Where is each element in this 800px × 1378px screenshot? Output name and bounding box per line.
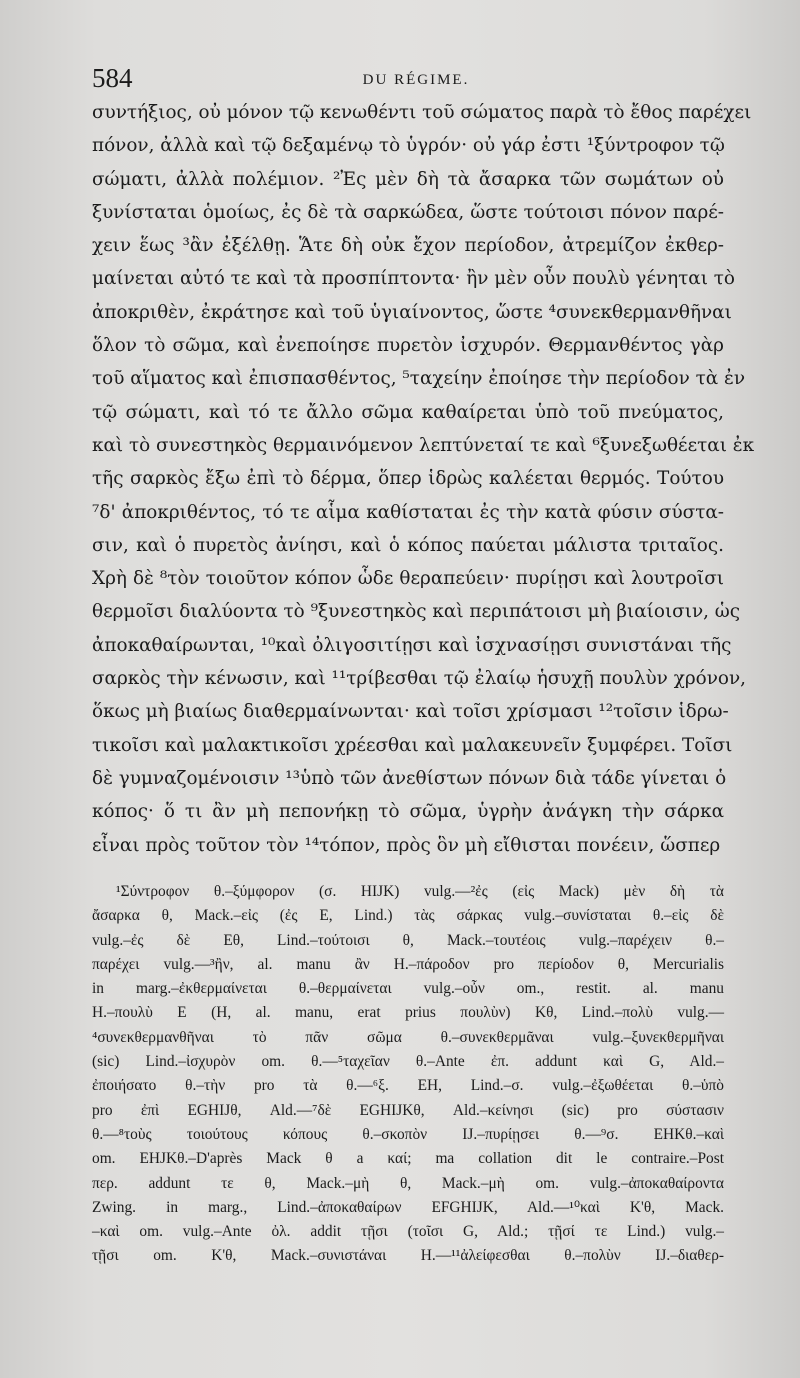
text-line: ἀποκαθαίρωνται, ¹⁰καὶ ὀλιγοσιτίῃσι καὶ ἰσχνασίῃσι συνιστάναι τῆς <box>92 634 732 656</box>
text-line: σαρκὸς τὴν κένωσιν, καὶ ¹¹τρίβεσθαι τῷ ἐλαίῳ ἡσυχῇ πουλὺν χρόνον, <box>92 668 746 690</box>
text-line: τικοῖσι καὶ μαλακτικοῖσι χρέεσθαι καὶ μαλακευνεῖν ξυμφέρει. Τοῖσι <box>92 734 733 756</box>
footnote-line: ἄσαρκα θ, Mack.–εἰς (ἐς E, Lind.) τὰς σάρκας vulg.–συνίσταται θ.–εἰς δὲ <box>92 907 724 925</box>
text-line: τοῦ αἵματος καὶ ἐπισπασθέντος, ⁵ταχείην ἐποίησε τὴν περίοδον τὰ ἐν <box>92 368 746 390</box>
page-header <box>92 62 740 96</box>
footnote-line: περ. addunt τε θ, Mack.–μὴ θ, Mack.–μὴ om. vulg.–ἀποκαθαίροντα <box>92 1174 724 1192</box>
text-line: εἶναι πρὸς τοῦτον τὸν ¹⁴τόπον, πρὸς ὃν μὴ εἴθισται πονέειν, ὥσπερ <box>92 834 721 856</box>
footnote-line: ἐποιήσατο θ.–τὴν pro τὰ θ.—⁶ξ. EH, Lind.–σ. vulg.–ἐξωθέεται θ.–ὑπὸ <box>92 1077 724 1095</box>
text-line: ⁷δ' ἀποκριθέντος, τό τε αἷμα καθίσταται ἐς τὴν κατὰ φύσιν σύστα- <box>92 501 724 523</box>
footnote-line: –καὶ om. vulg.–Ante ὀλ. addit τῇσι (τοῖσι G, Ald.; τῇσί τε Lind.) vulg.– <box>92 1223 724 1241</box>
text-line: Χρὴ δὲ ⁸τὸν τοιοῦτον κόπον ὧδε θεραπεύειν· πυρίῃσι καὶ λουτροῖσι <box>92 568 724 590</box>
text-line: τῆς σαρκὸς ἔξω ἐπὶ τὸ δέρμα, ὅπερ ἱδρὼς καλέεται θερμός. Τούτου <box>92 468 724 490</box>
text-line: σιν, καὶ ὁ πυρετὸς ἀνίησι, καὶ ὁ κόπος παύεται μάλιστα τριταῖος. <box>92 534 724 556</box>
footnotes <box>92 880 724 1269</box>
footnote-line: ¹Σύντροφον θ.–ξύμφορον (σ. HIJK) vulg.—²ἐς (εἰς Mack) μὲν δὴ τὰ <box>116 883 724 900</box>
footnote-line: παρέχει vulg.—³ἢν, al. manu ἂν H.–πάροδον pro περίοδον θ, Mercurialis <box>92 955 724 973</box>
page-number: 584 <box>92 63 133 93</box>
text-line: συντήξιος, οὐ μόνον τῷ κενωθέντι τοῦ σώματος παρὰ τὸ ἔθος παρέχει <box>92 102 752 123</box>
footnote-line: pro ἐπὶ EGHIJθ, Ald.—⁷δὲ EGHIJKθ, Ald.–κείνησι (sic) pro σύστασιν <box>92 1101 724 1119</box>
text-line: δὲ γυμναζομένοισιν ¹³ὑπὸ τῶν ἀνεθίστων πόνων διὰ τάδε γίνεται ὁ <box>92 767 727 789</box>
text-line: ὅκως μὴ βιαίως διαθερμαίνωνται· καὶ τοῖσι χρίσμασι ¹²τοῖσιν ἱδρω- <box>92 701 729 723</box>
main-greek-text <box>92 96 755 862</box>
footnote-line: θ.—⁸τοὺς τοιούτους κόπους θ.–σκοπὸν IJ.–πυρίῃσει θ.—⁹σ. EHKθ.–καὶ <box>92 1125 724 1143</box>
footnote-line: in marg.–ἐκθερμαίνεται θ.–θερμαίνεται vulg.–οὖν om., restit. al. manu <box>92 980 724 998</box>
text-line: κόπος· ὅ τι ἂν μὴ πεπονήκῃ τὸ σῶμα, ὑγρὴν ἀνάγκη τὴν σάρκα <box>92 801 724 823</box>
footnote-line: ⁴συνεκθερμανθῆναι τὸ πᾶν σῶμα θ.–συνεκθερμᾶναι vulg.–ξυνεκθερμῆναι <box>92 1028 724 1046</box>
text-line: θερμοῖσι διαλύοντα τὸ ⁹ξυνεστηκὸς καὶ περιπάτοισι μὴ βιαίοισιν, ὡς <box>92 601 741 623</box>
text-line: χειν ἕως ³ἂν ἐξέλθῃ. Ἅτε δὴ οὐκ ἔχον περίοδον, ἀτρεμίζον ἐκθερ- <box>92 235 724 257</box>
text-line: πόνον, ἀλλὰ καὶ τῷ δεξαμένῳ τὸ ὑγρόν· οὐ γάρ ἐστι ¹ξύντροφον τῷ <box>92 135 725 157</box>
running-head: DU RÉGIME. <box>362 72 470 88</box>
text-line: μαίνεται αὐτό τε καὶ τὰ προσπίπτοντα· ἢν μὲν οὖν πουλὺ γένηται τὸ <box>92 268 736 290</box>
footnote-line: H.–πουλὺ E (H, al. manu, erat prius πουλὺν) Kθ, Lind.–πολὺ vulg.— <box>92 1004 724 1022</box>
footnote-line: om. EHJKθ.–D'après Mack θ a καί; ma collation dit le contraire.–Post <box>92 1150 724 1168</box>
footnote-line: vulg.–ἐς δὲ Eθ, Lind.–τούτοισι θ, Mack.–τουτέοις vulg.–παρέχειν θ.– <box>92 931 724 949</box>
text-line: καὶ τὸ συνεστηκὸς θερμαινόμενον λεπτύνεταί τε καὶ ⁶ξυνεξωθέεται ἐκ <box>92 434 755 456</box>
footnote-line: Zwing. in marg., Lind.–ἀποκαθαίρων EFGHIJK, Ald.—¹⁰καὶ K'θ, Mack. <box>92 1198 724 1216</box>
text-line: ἀποκριθὲν, ἐκράτησε καὶ τοῦ ὑγιαίνοντος, ὥστε ⁴συνεκθερμανθῆναι <box>92 301 732 323</box>
footnote-line: (sic) Lind.–ἰσχυρὸν om. θ.—⁵ταχεῖαν θ.–Ante ἐπ. addunt καὶ G, Ald.– <box>92 1053 724 1071</box>
text-line: σώματι, ἀλλὰ πολέμιον. ²Ἐς μὲν δὴ τὰ ἄσαρκα τῶν σωμάτων οὐ <box>92 168 724 190</box>
text-line: ὅλον τὸ σῶμα, καὶ ἐνεποίησε πυρετὸν ἰσχυρόν. Θερμανθέντος γὰρ <box>92 335 724 357</box>
footnote-line: τῇσι om. K'θ, Mack.–συνιστάναι H.—¹¹ἀλείφεσθαι θ.–πολὺν IJ.–διαθερ- <box>92 1247 724 1265</box>
text-line: ξυνίσταται ὁμοίως, ἐς δὲ τὰ σαρκώδεα, ὥστε τούτοισι πόνον παρέ- <box>92 201 724 223</box>
text-line: τῷ σώματι, καὶ τό τε ἄλλο σῶμα καθαίρεται ὑπὸ τοῦ πνεύματος, <box>92 401 724 423</box>
